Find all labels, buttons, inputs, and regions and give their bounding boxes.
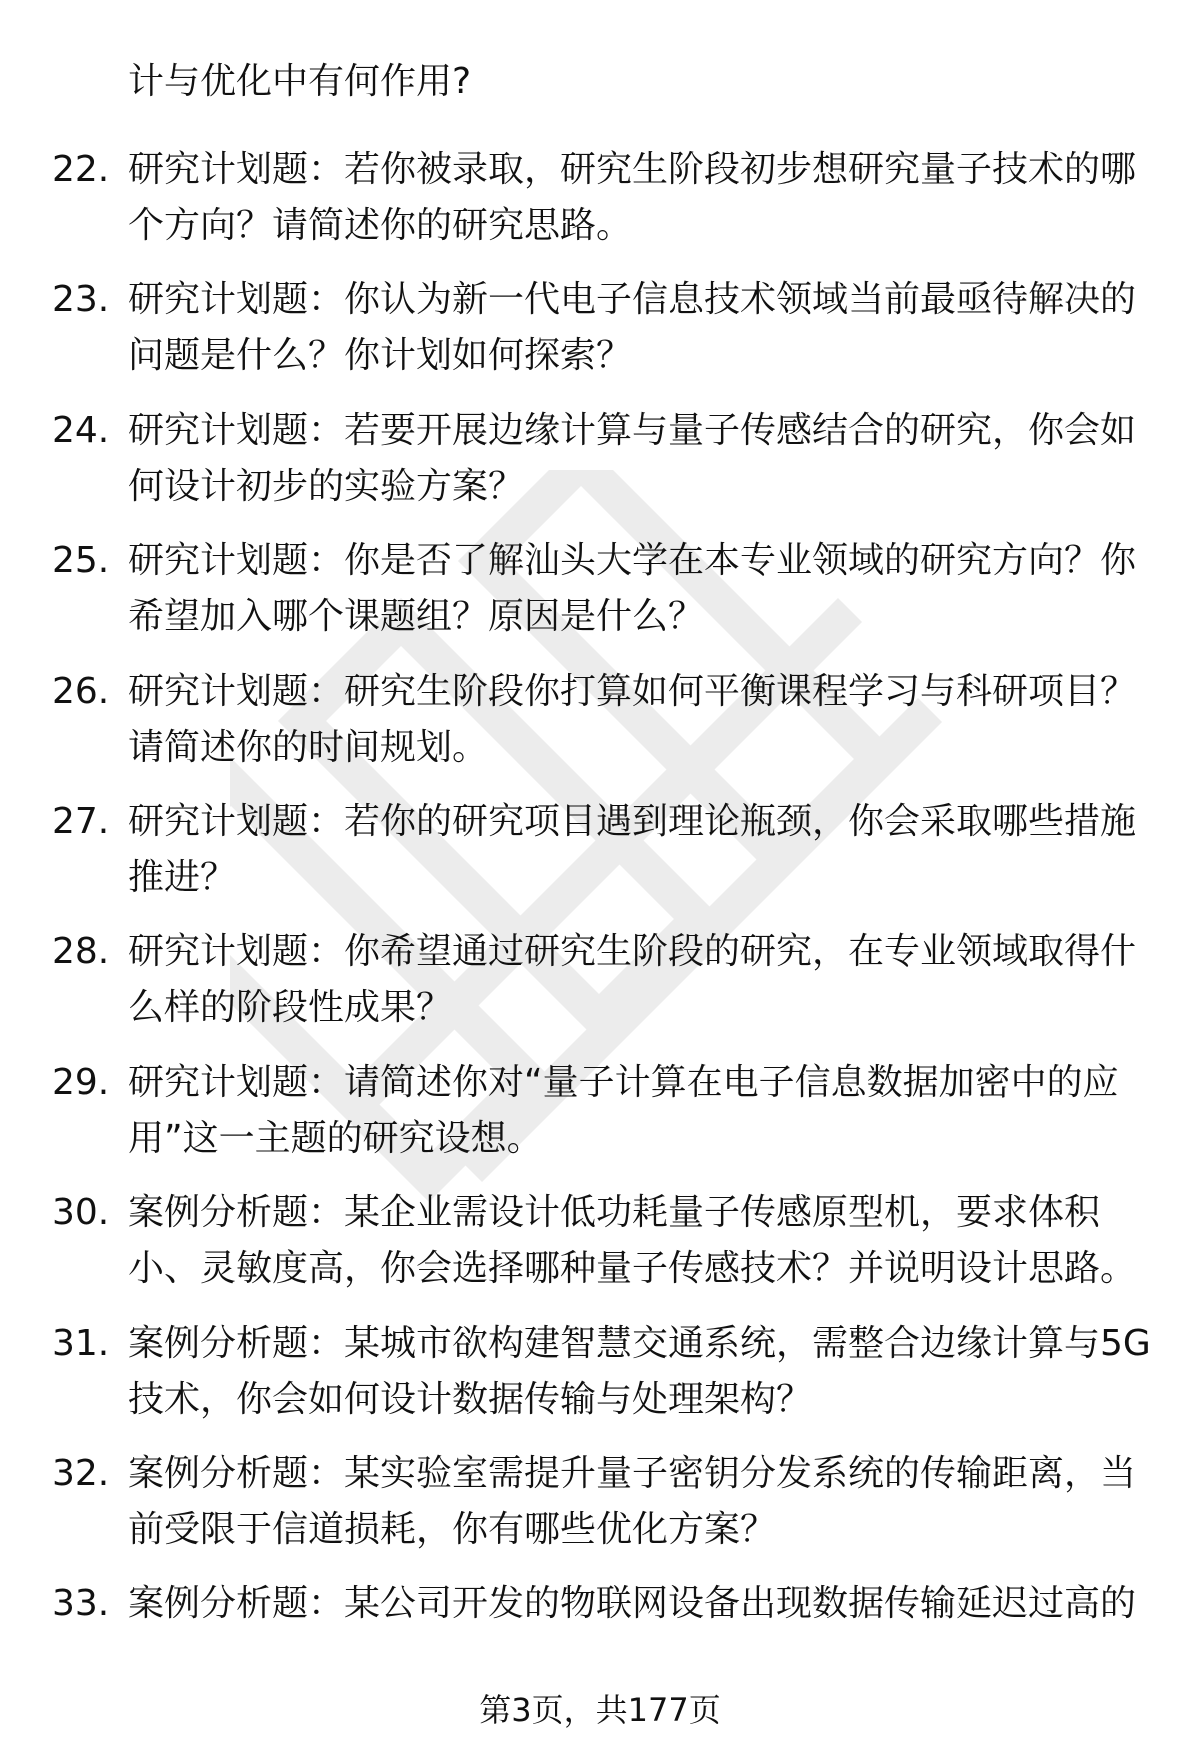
- question-line: 前受限于信道损耗，你有哪些优化方案？: [128, 1508, 777, 1550]
- question-line: 何设计初步的实验方案？: [128, 465, 525, 507]
- question-item: [52, 142, 1152, 272]
- question-line: 问题是什么？你计划如何探索？: [128, 335, 633, 377]
- question-line: 小、灵敏度高，你会选择哪种量子传感技术？并说明设计思路。: [128, 1248, 1137, 1290]
- question-line: 案例分析题：某企业需设计低功耗量子传感原型机，要求体积: [128, 1192, 1101, 1234]
- question-item: [52, 1446, 1152, 1576]
- question-number: 29.: [52, 1061, 110, 1103]
- question-text: [128, 1185, 1138, 1297]
- question-text: [128, 794, 1138, 906]
- question-text: [128, 403, 1138, 515]
- question-text: [128, 272, 1138, 384]
- question-line: 案例分析题：某实验室需提升量子密钥分发系统的传输距离，当: [128, 1452, 1137, 1494]
- question-line: 研究计划题：你是否了解汕头大学在本专业领域的研究方向？你: [128, 540, 1137, 582]
- question-text: [128, 664, 1138, 776]
- question-list: [52, 142, 1152, 1707]
- question-item: [52, 1316, 1152, 1446]
- question-line: 研究计划题：请简述你对“量子计算在电子信息数据加密中的应: [128, 1061, 1119, 1103]
- question-number: 24.: [52, 409, 110, 451]
- question-number: 23.: [52, 279, 110, 321]
- question-item: [52, 1185, 1152, 1315]
- question-number: 26.: [52, 670, 110, 712]
- question-number: 27.: [52, 800, 110, 842]
- question-item: [52, 533, 1152, 663]
- question-line: 案例分析题：某城市欲构建智慧交通系统，需整合边缘计算与5G: [128, 1322, 1151, 1364]
- question-number: 31.: [52, 1322, 110, 1364]
- question-line: 研究计划题：若你被录取，研究生阶段初步想研究量子技术的哪: [128, 149, 1137, 190]
- question-item: [52, 1055, 1152, 1185]
- question-line: 研究计划题：你认为新一代电子信息技术领域当前最亟待解决的: [128, 279, 1137, 321]
- question-line: 研究计划题：若要开展边缘计算与量子传感结合的研究，你会如: [128, 409, 1137, 451]
- question-line: 案例分析题：某公司开发的物联网设备出现数据传输延迟过高的: [128, 1583, 1137, 1625]
- question-item: [52, 924, 1152, 1054]
- question-text: [128, 533, 1138, 645]
- question-number: 28.: [52, 931, 110, 973]
- question-text: [128, 1055, 1138, 1167]
- question-item: [52, 272, 1152, 402]
- question-text: [128, 1316, 1151, 1428]
- question-line: 用”这一主题的研究设想。: [128, 1117, 543, 1159]
- question-text: [128, 1446, 1138, 1558]
- question-item: [52, 794, 1152, 924]
- question-text: [128, 924, 1138, 1036]
- question-number: 22.: [52, 149, 110, 190]
- question-line: 个方向？请简述你的研究思路。: [128, 205, 633, 246]
- question-item: [52, 403, 1152, 533]
- question-number: 25.: [52, 540, 110, 582]
- question-number: 30.: [52, 1192, 110, 1234]
- question-line: 研究计划题：你希望通过研究生阶段的研究，在专业领域取得什: [128, 931, 1137, 973]
- question-line: 研究计划题：研究生阶段你打算如何平衡课程学习与科研项目？: [128, 670, 1137, 712]
- question-line: 么样的阶段性成果？: [128, 987, 453, 1029]
- question-line: 研究计划题：若你的研究项目遇到理论瓶颈，你会采取哪些措施: [128, 800, 1137, 842]
- question-line: 希望加入哪个课题组？原因是什么？: [128, 596, 705, 638]
- question-line: 请简述你的时间规划。: [128, 726, 489, 768]
- question-line: 推进？: [128, 856, 237, 898]
- page-number-footer: 第3页，共177页: [479, 1691, 721, 1729]
- question-text: [128, 1576, 1138, 1632]
- question-text: [128, 142, 1138, 254]
- question-item: [52, 664, 1152, 794]
- continued-question-text: 计与优化中有何作用?: [128, 61, 472, 102]
- question-number: 33.: [52, 1583, 110, 1625]
- question-line: 技术，你会如何设计数据传输与处理架构？: [128, 1378, 813, 1420]
- question-number: 32.: [52, 1452, 110, 1494]
